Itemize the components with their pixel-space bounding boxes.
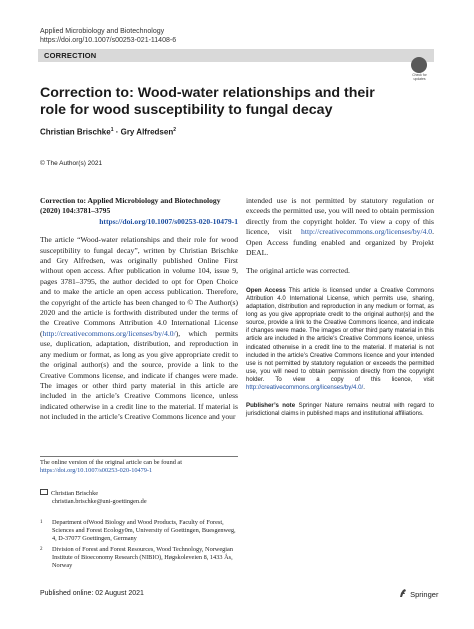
affiliation-number: 2 (40, 547, 43, 552)
affiliation (40, 546, 238, 570)
check-for-updates-badge[interactable] (408, 57, 431, 80)
left-column (40, 196, 238, 431)
license-link[interactable]: http://creativecommons.org/licenses/by/4.0 (301, 227, 433, 237)
corresponding-author (40, 489, 238, 506)
journal-doi[interactable]: https://doi.org/10.1007/s00253-021-11408-6 (40, 37, 177, 44)
update-check-icon (411, 57, 427, 73)
body-paragraph: The article “Wood-water relationships and their role for wood susceptibility to fungal decay”, written by Christian Brischke and Gry Alfredsen, was originally published Online First without open access. After publication in volume 104, issue 9, pages 3781–3795, the author decided to opt for Open Choice and to make the article an open access publication. Therefore, the copyright of the article has been changed to © The Author(s) 2020 and the article is forthwith distributed under the terms of the Creative Commons Attribution 4.0 International License (http://creativecommons.org/licenses/by/4.0/), which permits use, duplication, adaptation, distribution, and reproduction in any medium or format, as long as you give appropriate credit to the original author(s) and the source, provide a link to the Creative Commons license, and indicate if changes were made. The images or other third party material in this article are included in the article’s Creative Commons licence, unless indicated otherwise in a credit line to the material. If material is not included in the article’s Creative Commons licence and your (40, 235, 238, 422)
affiliation-number: 1 (40, 520, 43, 525)
affiliation (40, 519, 238, 543)
article-type-bar (38, 49, 434, 62)
publisher-name: Springer (410, 590, 439, 599)
license-link[interactable]: http://creativecommons.org/licenses/by/4.0/ (246, 383, 364, 391)
correction-reference: Correction to: Applied Microbiology and Biotechnology (2020) 104:3781–3795 (40, 196, 221, 216)
copyright-notice: © The Author(s) 2021 (40, 160, 103, 167)
open-access-statement: Open Access This article is licensed under a Creative Commons Attribution 4.0 International License, which permits use, sharing, adaptation, distribution and reproduction in any medium or format, as long as you give appropriate credit to the original author(s) and the source, provide a link to the Creative Commons licence, and indicate if changes were made. The images or other third party material in this article are included in the article’s Creative Commons licence, unless indicated otherwise in a credit line to the material. If material is not included in the article’s Creative Commons licence and your intended use is not permitted by statutory regulation or exceeds the permitted use, you will need to obtain permission directly from the copyright holder. To view a copy of this licence, visit http://creativecommons.org/licenses/by/4.0/. (246, 286, 434, 391)
badge-label: Check for updates (412, 73, 427, 81)
right-column (246, 196, 434, 426)
affiliation-text: Department ofWood Biology and Wood Products, Faculty of Forest, Sciences and Forest Ecology0m, University of Goettingen, Buesgenweg, 4, D-37077 Goettingen, Germany (52, 519, 236, 543)
body-paragraph: intended use is not permitted by statutory regulation or exceeds the permitted use, you will need to obtain permission directly from the copyright holder. To view a copy of this licence, visit http://creativecommons.org/licenses/by/4.0. Open Access funding enabled and organized by Projekt DEAL. (246, 196, 434, 258)
journal-name: Applied Microbiology and Biotechnology (40, 28, 165, 35)
springer-horse-icon (398, 588, 408, 598)
license-link[interactable]: http://creativecommons.org/licenses/by/4.0/ (42, 328, 176, 338)
correction-doi-link[interactable]: https://doi.org/10.1007/s00253-020-10479-1 (99, 216, 238, 226)
affiliation-mark: 1 (110, 127, 114, 133)
publisher-logo (398, 588, 438, 599)
contact-name: Christian Brischke (51, 490, 99, 497)
body-paragraph: The original article was corrected. (246, 266, 350, 276)
affiliation-mark: 2 (173, 127, 176, 133)
online-version-note: The online version of the original article can be found at https://doi.org/10.1007/s00253-020-10479-1 (40, 459, 182, 475)
author-name[interactable]: Christian Brischke (40, 127, 111, 137)
article-type-label: CORRECTION (44, 51, 97, 60)
published-date: Published online: 02 August 2021 (40, 590, 144, 597)
footnote-divider (40, 456, 238, 457)
author-list (40, 127, 176, 137)
journal-header (40, 27, 176, 45)
affiliation-text: Division of Forest and Forest Resources, Wood Technology, Norwegian Institute of Bioeconomy Research (NIBIO), Høgskoleveien 8, 1433 Ås, Norway (52, 546, 233, 570)
envelope-icon (40, 489, 48, 495)
article-title: Correction to: Wood-water relationships and their role for wood susceptibility to fungal decay (40, 85, 375, 118)
author-name[interactable]: Gry Alfredsen (120, 127, 174, 137)
contact-email[interactable]: christian.brischke@uni-goettingen.de (52, 498, 147, 506)
original-article-link[interactable]: https://doi.org/10.1007/s00253-020-10479-1 (40, 467, 153, 475)
author-separator: · (113, 127, 121, 137)
publisher-note: Publisher’s note Springer Nature remains neutral with regard to jurisdictional claims in published maps and institutional affiliations. (246, 402, 435, 418)
